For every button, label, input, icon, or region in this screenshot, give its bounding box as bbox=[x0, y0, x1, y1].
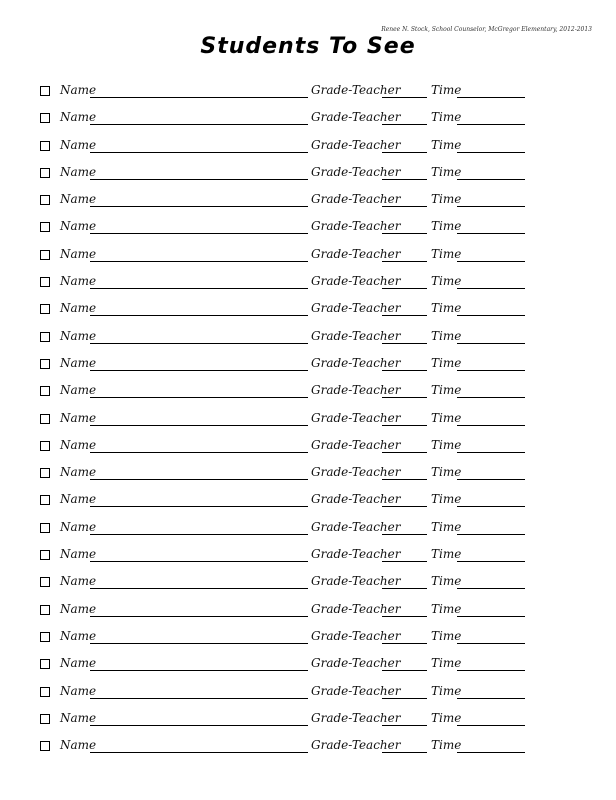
name-label: Name bbox=[60, 710, 97, 725]
grade-teacher-label: Grade-Teacher bbox=[311, 519, 401, 534]
grade-teacher-label: Grade-Teacher bbox=[311, 547, 401, 562]
time-blank-line[interactable] bbox=[457, 561, 525, 562]
time-blank-line[interactable] bbox=[457, 124, 525, 125]
grade-teacher-blank-line[interactable] bbox=[382, 315, 427, 316]
time-blank-line[interactable] bbox=[457, 425, 525, 426]
student-row bbox=[40, 355, 540, 382]
time-label: Time bbox=[431, 601, 462, 616]
grade-teacher-blank-line[interactable] bbox=[382, 343, 427, 344]
student-row bbox=[40, 546, 540, 573]
name-blank-line[interactable] bbox=[90, 479, 308, 480]
checkbox[interactable] bbox=[40, 441, 50, 451]
name-blank-line[interactable] bbox=[90, 206, 308, 207]
name-blank-line[interactable] bbox=[90, 534, 308, 535]
grade-teacher-label: Grade-Teacher bbox=[311, 656, 401, 671]
checkbox[interactable] bbox=[40, 386, 50, 396]
time-label: Time bbox=[431, 683, 462, 698]
student-row bbox=[40, 464, 540, 491]
student-row bbox=[40, 246, 540, 273]
time-label: Time bbox=[431, 656, 462, 671]
grade-teacher-label: Grade-Teacher bbox=[311, 301, 401, 316]
time-label: Time bbox=[431, 274, 462, 289]
student-row bbox=[40, 601, 540, 628]
checkbox[interactable] bbox=[40, 304, 50, 314]
name-label: Name bbox=[60, 574, 97, 589]
name-label: Name bbox=[60, 246, 97, 261]
name-blank-line[interactable] bbox=[90, 561, 308, 562]
grade-teacher-blank-line[interactable] bbox=[382, 206, 427, 207]
checkbox[interactable] bbox=[40, 250, 50, 260]
grade-teacher-blank-line[interactable] bbox=[382, 616, 427, 617]
grade-teacher-label: Grade-Teacher bbox=[311, 355, 401, 370]
checkbox[interactable] bbox=[40, 687, 50, 697]
grade-teacher-label: Grade-Teacher bbox=[311, 246, 401, 261]
time-blank-line[interactable] bbox=[457, 725, 525, 726]
name-label: Name bbox=[60, 274, 97, 289]
checkbox[interactable] bbox=[40, 141, 50, 151]
time-label: Time bbox=[431, 355, 462, 370]
name-label: Name bbox=[60, 465, 97, 480]
grade-teacher-label: Grade-Teacher bbox=[311, 110, 401, 125]
student-row bbox=[40, 655, 540, 682]
grade-teacher-blank-line[interactable] bbox=[382, 752, 427, 753]
name-label: Name bbox=[60, 738, 97, 753]
name-blank-line[interactable] bbox=[90, 452, 308, 453]
time-blank-line[interactable] bbox=[457, 397, 525, 398]
student-row bbox=[40, 710, 540, 737]
time-blank-line[interactable] bbox=[457, 288, 525, 289]
grade-teacher-label: Grade-Teacher bbox=[311, 274, 401, 289]
name-blank-line[interactable] bbox=[90, 425, 308, 426]
grade-teacher-blank-line[interactable] bbox=[382, 534, 427, 535]
student-row bbox=[40, 273, 540, 300]
grade-teacher-label: Grade-Teacher bbox=[311, 601, 401, 616]
student-row bbox=[40, 218, 540, 245]
student-row bbox=[40, 573, 540, 600]
grade-teacher-blank-line[interactable] bbox=[382, 152, 427, 153]
name-blank-line[interactable] bbox=[90, 261, 308, 262]
grade-teacher-blank-line[interactable] bbox=[382, 179, 427, 180]
name-label: Name bbox=[60, 219, 97, 234]
checkbox[interactable] bbox=[40, 632, 50, 642]
time-blank-line[interactable] bbox=[457, 588, 525, 589]
grade-teacher-blank-line[interactable] bbox=[382, 452, 427, 453]
checkbox[interactable] bbox=[40, 577, 50, 587]
checkbox[interactable] bbox=[40, 86, 50, 96]
student-row bbox=[40, 109, 540, 136]
name-label: Name bbox=[60, 683, 97, 698]
grade-teacher-label: Grade-Teacher bbox=[311, 328, 401, 343]
time-blank-line[interactable] bbox=[457, 506, 525, 507]
time-label: Time bbox=[431, 574, 462, 589]
time-blank-line[interactable] bbox=[457, 616, 525, 617]
name-blank-line[interactable] bbox=[90, 397, 308, 398]
time-blank-line[interactable] bbox=[457, 343, 525, 344]
time-label: Time bbox=[431, 164, 462, 179]
grade-teacher-label: Grade-Teacher bbox=[311, 437, 401, 452]
checkbox[interactable] bbox=[40, 468, 50, 478]
name-blank-line[interactable] bbox=[90, 179, 308, 180]
grade-teacher-blank-line[interactable] bbox=[382, 261, 427, 262]
grade-teacher-blank-line[interactable] bbox=[382, 124, 427, 125]
time-blank-line[interactable] bbox=[457, 370, 525, 371]
grade-teacher-label: Grade-Teacher bbox=[311, 383, 401, 398]
time-blank-line[interactable] bbox=[457, 261, 525, 262]
time-blank-line[interactable] bbox=[457, 179, 525, 180]
time-label: Time bbox=[431, 83, 462, 97]
student-row bbox=[40, 191, 540, 218]
student-row bbox=[40, 491, 540, 518]
checkbox[interactable] bbox=[40, 741, 50, 751]
checkbox[interactable] bbox=[40, 195, 50, 205]
time-label: Time bbox=[431, 437, 462, 452]
time-label: Time bbox=[431, 547, 462, 562]
grade-teacher-label: Grade-Teacher bbox=[311, 219, 401, 234]
grade-teacher-blank-line[interactable] bbox=[382, 588, 427, 589]
student-row bbox=[40, 382, 540, 409]
checkbox[interactable] bbox=[40, 168, 50, 178]
time-blank-line[interactable] bbox=[457, 752, 525, 753]
time-blank-line[interactable] bbox=[457, 670, 525, 671]
checkbox[interactable] bbox=[40, 714, 50, 724]
time-blank-line[interactable] bbox=[457, 315, 525, 316]
page-title: Students To See bbox=[200, 34, 416, 59]
time-label: Time bbox=[431, 219, 462, 234]
grade-teacher-blank-line[interactable] bbox=[382, 561, 427, 562]
time-blank-line[interactable] bbox=[457, 206, 525, 207]
time-blank-line[interactable] bbox=[457, 534, 525, 535]
checkbox[interactable] bbox=[40, 495, 50, 505]
time-label: Time bbox=[431, 137, 462, 152]
grade-teacher-blank-line[interactable] bbox=[382, 370, 427, 371]
student-row bbox=[40, 137, 540, 164]
student-row bbox=[40, 300, 540, 327]
header-credit: Renee N. Stock, School Counselor, McGregor Elementary, 2012-2013 bbox=[381, 26, 592, 33]
name-blank-line[interactable] bbox=[90, 506, 308, 507]
time-label: Time bbox=[431, 301, 462, 316]
time-label: Time bbox=[431, 192, 462, 207]
student-list bbox=[40, 82, 540, 764]
time-label: Time bbox=[431, 628, 462, 643]
time-blank-line[interactable] bbox=[457, 152, 525, 153]
name-blank-line[interactable] bbox=[90, 124, 308, 125]
grade-teacher-blank-line[interactable] bbox=[382, 288, 427, 289]
checkbox[interactable] bbox=[40, 523, 50, 533]
time-label: Time bbox=[431, 738, 462, 753]
checkbox[interactable] bbox=[40, 659, 50, 669]
time-blank-line[interactable] bbox=[457, 233, 525, 234]
name-label: Name bbox=[60, 410, 97, 425]
name-label: Name bbox=[60, 628, 97, 643]
name-label: Name bbox=[60, 328, 97, 343]
time-blank-line[interactable] bbox=[457, 452, 525, 453]
time-blank-line[interactable] bbox=[457, 643, 525, 644]
name-label: Name bbox=[60, 192, 97, 207]
grade-teacher-label: Grade-Teacher bbox=[311, 83, 401, 97]
grade-teacher-blank-line[interactable] bbox=[382, 506, 427, 507]
student-row bbox=[40, 410, 540, 437]
time-label: Time bbox=[431, 246, 462, 261]
name-blank-line[interactable] bbox=[90, 343, 308, 344]
checkbox[interactable] bbox=[40, 359, 50, 369]
grade-teacher-label: Grade-Teacher bbox=[311, 738, 401, 753]
grade-teacher-label: Grade-Teacher bbox=[311, 683, 401, 698]
grade-teacher-label: Grade-Teacher bbox=[311, 574, 401, 589]
time-label: Time bbox=[431, 710, 462, 725]
name-blank-line[interactable] bbox=[90, 616, 308, 617]
name-label: Name bbox=[60, 355, 97, 370]
checkbox[interactable] bbox=[40, 550, 50, 560]
time-label: Time bbox=[431, 328, 462, 343]
student-row bbox=[40, 737, 540, 764]
checkbox[interactable] bbox=[40, 277, 50, 287]
name-label: Name bbox=[60, 601, 97, 616]
name-blank-line[interactable] bbox=[90, 315, 308, 316]
time-blank-line[interactable] bbox=[457, 479, 525, 480]
grade-teacher-label: Grade-Teacher bbox=[311, 410, 401, 425]
name-blank-line[interactable] bbox=[90, 233, 308, 234]
checkbox[interactable] bbox=[40, 605, 50, 615]
time-label: Time bbox=[431, 465, 462, 480]
name-label: Name bbox=[60, 656, 97, 671]
student-row bbox=[40, 519, 540, 546]
time-label: Time bbox=[431, 492, 462, 507]
checkbox[interactable] bbox=[40, 414, 50, 424]
checkbox[interactable] bbox=[40, 113, 50, 123]
student-row bbox=[40, 437, 540, 464]
name-label: Name bbox=[60, 164, 97, 179]
name-blank-line[interactable] bbox=[90, 97, 308, 98]
student-row bbox=[40, 628, 540, 655]
time-label: Time bbox=[431, 383, 462, 398]
name-blank-line[interactable] bbox=[90, 370, 308, 371]
grade-teacher-blank-line[interactable] bbox=[382, 97, 427, 98]
time-blank-line[interactable] bbox=[457, 97, 525, 98]
grade-teacher-blank-line[interactable] bbox=[382, 233, 427, 234]
name-blank-line[interactable] bbox=[90, 670, 308, 671]
grade-teacher-blank-line[interactable] bbox=[382, 698, 427, 699]
name-label: Name bbox=[60, 137, 97, 152]
name-blank-line[interactable] bbox=[90, 725, 308, 726]
grade-teacher-blank-line[interactable] bbox=[382, 479, 427, 480]
name-blank-line[interactable] bbox=[90, 752, 308, 753]
grade-teacher-blank-line[interactable] bbox=[382, 725, 427, 726]
name-blank-line[interactable] bbox=[90, 288, 308, 289]
time-label: Time bbox=[431, 110, 462, 125]
name-label: Name bbox=[60, 519, 97, 534]
grade-teacher-blank-line[interactable] bbox=[382, 425, 427, 426]
grade-teacher-label: Grade-Teacher bbox=[311, 164, 401, 179]
grade-teacher-label: Grade-Teacher bbox=[311, 492, 401, 507]
checkbox[interactable] bbox=[40, 222, 50, 232]
grade-teacher-blank-line[interactable] bbox=[382, 670, 427, 671]
grade-teacher-label: Grade-Teacher bbox=[311, 710, 401, 725]
name-label: Name bbox=[60, 437, 97, 452]
grade-teacher-label: Grade-Teacher bbox=[311, 465, 401, 480]
name-blank-line[interactable] bbox=[90, 643, 308, 644]
name-label: Name bbox=[60, 547, 97, 562]
time-blank-line[interactable] bbox=[457, 698, 525, 699]
checkbox[interactable] bbox=[40, 332, 50, 342]
student-row bbox=[40, 164, 540, 191]
time-label: Time bbox=[431, 519, 462, 534]
name-label: Name bbox=[60, 83, 97, 97]
grade-teacher-label: Grade-Teacher bbox=[311, 628, 401, 643]
grade-teacher-label: Grade-Teacher bbox=[311, 137, 401, 152]
name-blank-line[interactable] bbox=[90, 588, 308, 589]
name-label: Name bbox=[60, 301, 97, 316]
name-blank-line[interactable] bbox=[90, 152, 308, 153]
name-label: Name bbox=[60, 110, 97, 125]
grade-teacher-blank-line[interactable] bbox=[382, 397, 427, 398]
name-blank-line[interactable] bbox=[90, 698, 308, 699]
grade-teacher-label: Grade-Teacher bbox=[311, 192, 401, 207]
student-row bbox=[40, 328, 540, 355]
student-row bbox=[40, 82, 540, 109]
student-row bbox=[40, 683, 540, 710]
name-label: Name bbox=[60, 383, 97, 398]
time-label: Time bbox=[431, 410, 462, 425]
grade-teacher-blank-line[interactable] bbox=[382, 643, 427, 644]
name-label: Name bbox=[60, 492, 97, 507]
